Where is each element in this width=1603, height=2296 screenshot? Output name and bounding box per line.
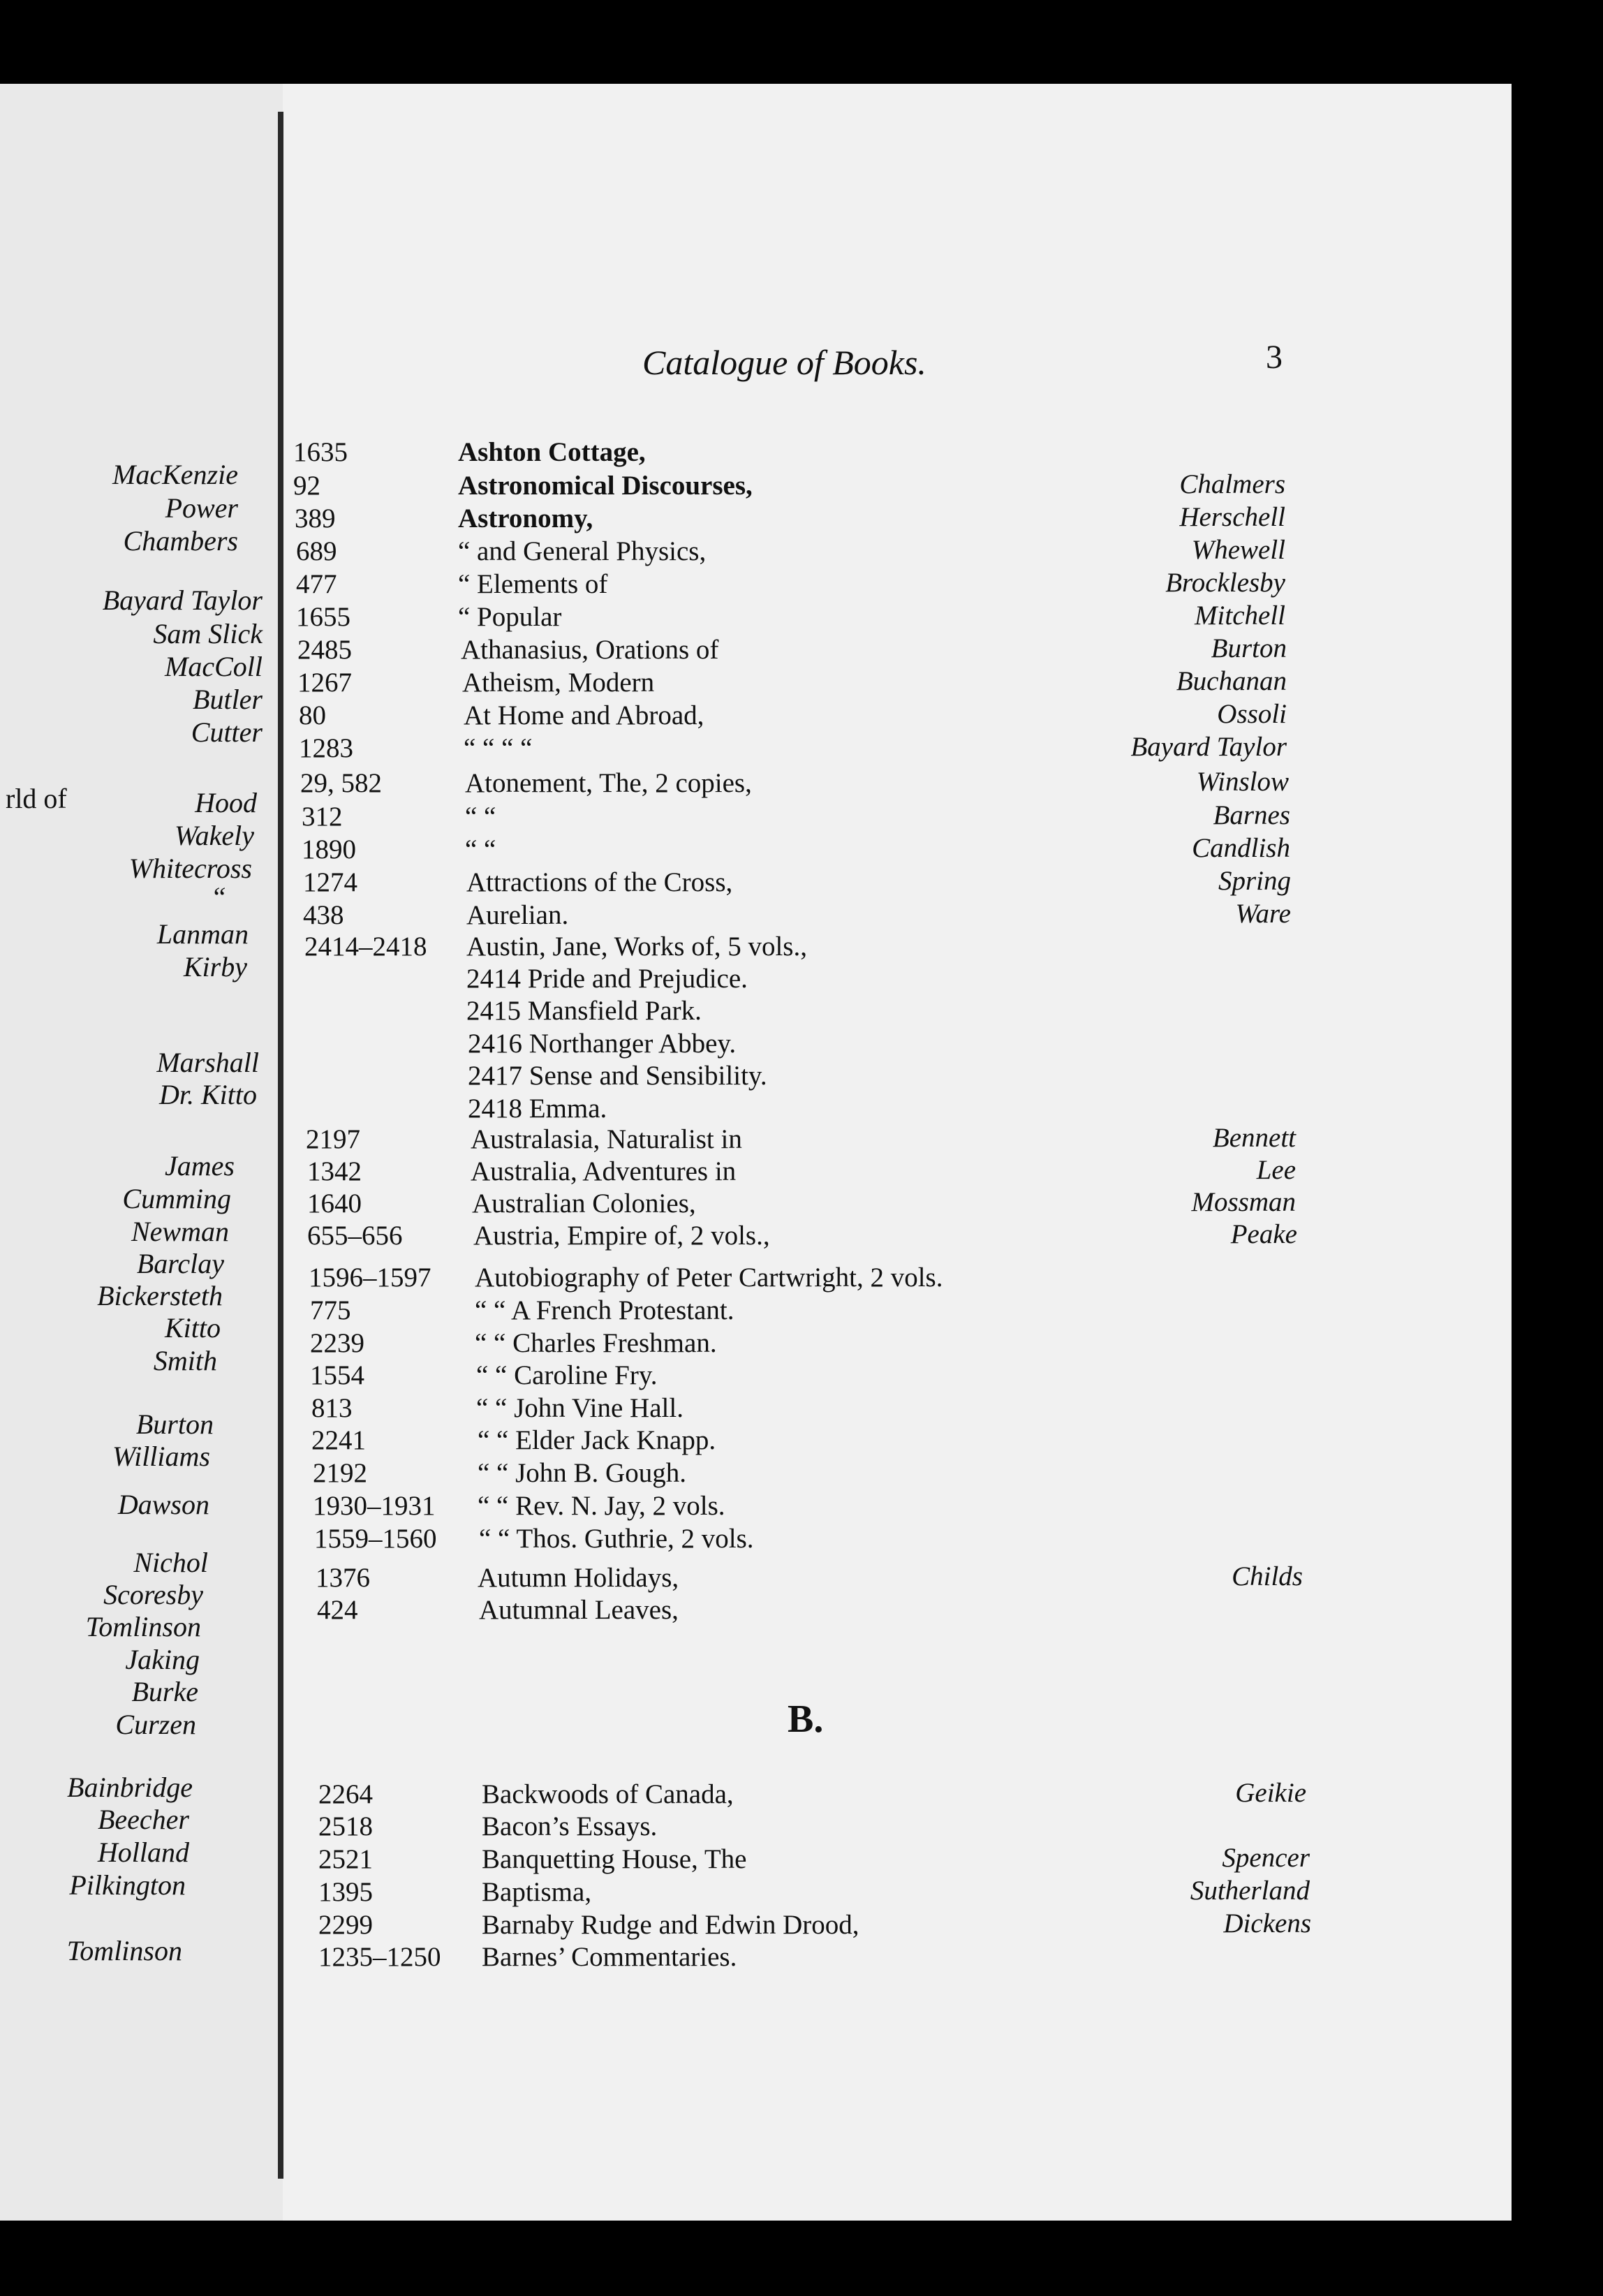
entry-number: 1395 xyxy=(318,1877,373,1907)
left-author: Tomlinson xyxy=(66,1935,182,1966)
entry-number: 92 xyxy=(293,471,320,501)
entry-number: 2414–2418 xyxy=(304,932,427,962)
entry-author: Bayard Taylor xyxy=(1130,732,1287,762)
entry-author: Sutherland xyxy=(1190,1876,1310,1906)
entry-number: 1890 xyxy=(302,834,356,864)
entry-number: 80 xyxy=(299,700,326,730)
entry-title: Banquetting House, The xyxy=(482,1844,747,1874)
entry-author: Ware xyxy=(1235,899,1291,929)
left-author: Pilkington xyxy=(69,1869,186,1901)
entry-title: “ “ Charles Freshman. xyxy=(475,1328,717,1358)
entry-number: 2299 xyxy=(318,1910,373,1940)
left-author: Wakely xyxy=(174,820,254,851)
entry-number: 29, 582 xyxy=(300,768,382,798)
left-author: Bainbridge xyxy=(67,1772,193,1803)
entry-title: Athanasius, Orations of xyxy=(461,635,719,665)
entry-title: Backwoods of Canada, xyxy=(482,1779,734,1809)
entry-title: Astronomical Discourses, xyxy=(458,471,753,501)
entry-title: “ “ xyxy=(465,802,496,832)
left-author: Barclay xyxy=(136,1248,224,1279)
entry-number: 424 xyxy=(317,1595,358,1625)
entry-title: “ Popular xyxy=(458,602,562,632)
entry-title: Aurelian. xyxy=(466,900,569,930)
entry-author: Mossman xyxy=(1191,1187,1296,1217)
entry-number: 1559–1560 xyxy=(314,1524,437,1554)
entry-title: Barnaby Rudge and Edwin Drood, xyxy=(482,1910,859,1940)
entry-number: 438 xyxy=(303,900,344,930)
entry-title: 2416 Northanger Abbey. xyxy=(468,1029,737,1059)
entry-title: Barnes’ Commentaries. xyxy=(482,1942,737,1972)
entry-author: Childs xyxy=(1232,1561,1303,1591)
entry-author: Dickens xyxy=(1223,1908,1311,1938)
entry-title: Atonement, The, 2 copies, xyxy=(465,768,752,798)
entry-number: 2197 xyxy=(306,1124,360,1154)
left-author: Tomlinson xyxy=(85,1611,201,1642)
entry-title: Austria, Empire of, 2 vols., xyxy=(473,1221,770,1251)
entry-title: “ Elements of xyxy=(458,569,608,599)
entry-title: “ “ A French Protestant. xyxy=(475,1295,734,1325)
entry-title: Baptisma, xyxy=(482,1877,592,1907)
entry-number: 1342 xyxy=(307,1156,362,1186)
left-author: Jaking xyxy=(125,1644,200,1675)
entry-title: At Home and Abroad, xyxy=(464,700,704,730)
entry-author: Buchanan xyxy=(1176,666,1287,696)
entry-author: Barnes xyxy=(1213,800,1290,830)
entry-number: 2485 xyxy=(297,635,352,665)
entry-number: 2521 xyxy=(318,1844,373,1874)
running-head: Catalogue of Books. xyxy=(642,343,926,382)
entry-number: 1635 xyxy=(293,437,348,467)
entry-title: Austin, Jane, Works of, 5 vols., xyxy=(466,932,807,962)
entry-author: Herschell xyxy=(1179,502,1285,532)
left-author: Sam Slick xyxy=(153,618,263,649)
entry-number: 1274 xyxy=(303,867,357,897)
entry-title: Autobiography of Peter Cartwright, 2 vols. xyxy=(475,1263,943,1293)
entry-title: Ashton Cottage, xyxy=(458,437,646,467)
entry-title: Bacon’s Essays. xyxy=(482,1811,658,1841)
left-author: Whitecross xyxy=(128,853,252,884)
right-page xyxy=(283,84,1512,2221)
entry-number: 389 xyxy=(295,503,336,533)
section-letter: B. xyxy=(788,1698,824,1741)
entry-number: 1554 xyxy=(310,1360,364,1390)
entry-title: 2418 Emma. xyxy=(468,1094,607,1124)
entry-number: 1930–1931 xyxy=(313,1491,436,1521)
left-author: Cutter xyxy=(191,716,263,748)
entry-author: Peake xyxy=(1230,1219,1297,1249)
entry-title: 2414 Pride and Prejudice. xyxy=(466,964,748,994)
left-author: Dawson xyxy=(117,1489,209,1520)
entry-title: “ “ Elder Jack Knapp. xyxy=(478,1425,716,1455)
entry-title: “ “ Caroline Fry. xyxy=(476,1360,658,1390)
left-author: Butler xyxy=(193,684,263,715)
page-gutter xyxy=(278,112,283,2179)
entry-author: Candlish xyxy=(1192,833,1290,863)
entry-number: 1376 xyxy=(316,1563,370,1593)
left-author: James xyxy=(165,1150,235,1182)
entry-number: 655–656 xyxy=(307,1221,403,1251)
entry-number: 2518 xyxy=(318,1811,373,1841)
entry-title: “ “ “ “ xyxy=(464,733,533,763)
entry-title: Atheism, Modern xyxy=(462,668,655,698)
entry-author: Spring xyxy=(1218,866,1291,896)
left-author: Power xyxy=(165,492,238,524)
entry-number: 2239 xyxy=(310,1328,364,1358)
entry-author: Whewell xyxy=(1191,535,1285,565)
left-author: Smith xyxy=(153,1345,217,1376)
entry-number: 1267 xyxy=(297,668,352,698)
left-author: Cumming xyxy=(122,1183,231,1214)
entry-number: 312 xyxy=(302,802,343,832)
left-page-fragment: rld of xyxy=(6,783,67,814)
entry-number: 775 xyxy=(310,1295,351,1325)
entry-title: 2415 Mansfield Park. xyxy=(466,996,702,1026)
entry-number: 813 xyxy=(311,1393,353,1423)
entry-title: “ “ Rev. N. Jay, 2 vols. xyxy=(478,1491,725,1521)
entry-author: Bennett xyxy=(1212,1123,1296,1153)
entry-number: 1235–1250 xyxy=(318,1942,441,1972)
entry-author: Lee xyxy=(1256,1155,1296,1185)
left-author: Scoresby xyxy=(103,1579,203,1610)
entry-title: Australia, Adventures in xyxy=(471,1156,737,1186)
left-author: Beecher xyxy=(97,1804,189,1835)
left-author: Marshall xyxy=(156,1047,259,1078)
left-author: Curzen xyxy=(115,1709,196,1740)
entry-author: Ossoli xyxy=(1217,699,1287,729)
left-author: Bickersteth xyxy=(97,1280,223,1311)
left-author: Bayard Taylor xyxy=(102,584,263,616)
page-number: 3 xyxy=(1266,339,1283,376)
left-author: Kirby xyxy=(183,951,247,983)
entry-author: Spencer xyxy=(1222,1843,1310,1873)
left-author: Dr. Kitto xyxy=(158,1079,257,1110)
entry-number: 2192 xyxy=(313,1458,367,1488)
entry-number: 477 xyxy=(296,569,337,599)
entry-title: Astronomy, xyxy=(458,503,593,533)
entry-number: 1640 xyxy=(307,1189,362,1219)
entry-title: Attractions of the Cross, xyxy=(466,867,733,897)
entry-author: Geikie xyxy=(1235,1778,1306,1808)
entry-title: “ “ Thos. Guthrie, 2 vols. xyxy=(479,1524,754,1554)
entry-author: Mitchell xyxy=(1195,601,1285,631)
entry-title: Autumn Holidays, xyxy=(478,1563,679,1593)
left-author: Burke xyxy=(131,1676,198,1707)
entry-author: Chalmers xyxy=(1179,469,1285,499)
entry-author: Winslow xyxy=(1196,767,1289,797)
entry-number: 1655 xyxy=(296,602,350,632)
entry-number: 1596–1597 xyxy=(309,1263,431,1293)
left-author: MacKenzie xyxy=(112,459,238,490)
left-author: Lanman xyxy=(156,918,249,950)
left-author: Nichol xyxy=(133,1547,208,1578)
left-author: Newman xyxy=(131,1216,229,1247)
left-author: Williams xyxy=(112,1441,210,1472)
entry-title: 2417 Sense and Sensibility. xyxy=(468,1061,767,1091)
entry-title: Australian Colonies, xyxy=(472,1189,696,1219)
entry-number: 2264 xyxy=(318,1779,373,1809)
entry-number: 689 xyxy=(296,536,337,566)
left-author: “ xyxy=(210,881,226,913)
entry-number: 1283 xyxy=(299,733,353,763)
entry-title: “ and General Physics, xyxy=(458,536,707,566)
entry-number: 2241 xyxy=(311,1425,366,1455)
entry-author: Brocklesby xyxy=(1165,568,1285,598)
left-author: Holland xyxy=(97,1837,189,1868)
entry-title: “ “ John B. Gough. xyxy=(478,1458,686,1488)
entry-title: Autumnal Leaves, xyxy=(479,1595,679,1625)
left-author: Kitto xyxy=(164,1312,221,1344)
left-author: Chambers xyxy=(123,525,238,557)
entry-title: “ “ xyxy=(465,834,496,864)
left-author: MacColl xyxy=(165,651,263,682)
entry-author: Burton xyxy=(1211,633,1287,663)
entry-title: “ “ John Vine Hall. xyxy=(476,1393,684,1423)
left-author: Hood xyxy=(195,787,257,818)
entry-title: Australasia, Naturalist in xyxy=(471,1124,742,1154)
left-author: Burton xyxy=(135,1408,214,1440)
